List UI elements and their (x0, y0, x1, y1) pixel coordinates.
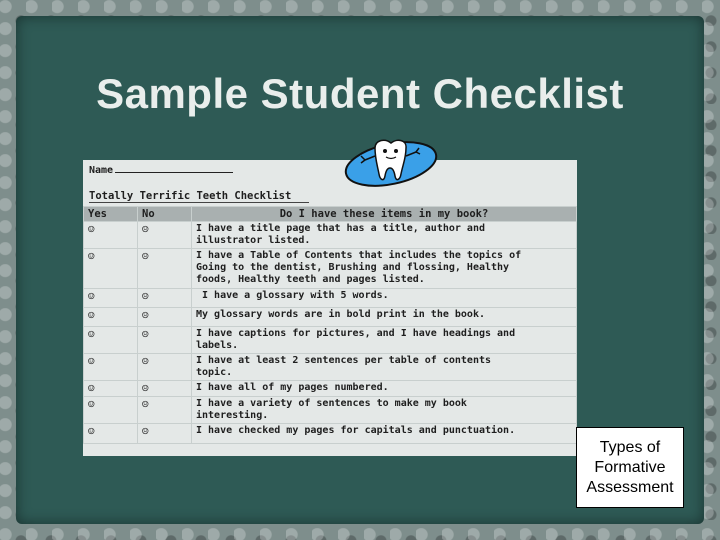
checklist-item (192, 327, 577, 354)
checklist-item (192, 381, 577, 397)
table-row (84, 308, 577, 327)
checklist-sheet (83, 160, 577, 456)
tooth-clipart-icon (339, 134, 439, 192)
checklist-item (192, 397, 577, 424)
table-row (84, 222, 577, 249)
callout-line: Types of (599, 438, 661, 456)
checklist-item (192, 222, 577, 249)
checklist-item (192, 249, 577, 289)
checklist-item (192, 308, 577, 327)
smiley-face-icon: ☺ (84, 327, 138, 354)
smiley-face-icon: ☺ (84, 222, 138, 249)
frowning-face-icon: ☹ (138, 354, 192, 381)
checklist-item-line: I have at least 2 sentences per table of contents (196, 355, 492, 366)
table-header-row (84, 207, 577, 222)
checklist-table (83, 206, 577, 444)
table-row (84, 327, 577, 354)
checklist-item-line: I have all of my pages numbered. (196, 382, 389, 393)
frowning-face-icon: ☹ (138, 222, 192, 249)
checklist-item-line: I have a glossary with 5 words. (196, 290, 389, 301)
smiley-face-icon: ☺ (84, 424, 138, 444)
checklist-subtitle: Totally Terrific Teeth Checklist (89, 190, 292, 202)
checklist-item-line: I have checked my pages for capitals and punctuation. (196, 425, 516, 436)
callout-line: Assessment (586, 478, 674, 496)
name-label: Name (89, 165, 114, 176)
smiley-face-icon: ☺ (84, 308, 138, 327)
checklist-item-line: foods, Healthy teeth and pages listed. (196, 274, 425, 285)
frowning-face-icon: ☹ (138, 424, 192, 444)
checklist-item (192, 424, 577, 444)
assessment-callout-box (576, 427, 684, 508)
frowning-face-icon: ☹ (138, 327, 192, 354)
frowning-face-icon: ☹ (138, 249, 192, 289)
table-row (84, 397, 577, 424)
smiley-face-icon: ☺ (84, 397, 138, 424)
checklist-item-line: interesting. (196, 410, 269, 421)
callout-line: Formative (594, 458, 666, 476)
header-question: Do I have these items in my book? (192, 207, 577, 222)
assessment-callout-text (586, 438, 673, 498)
checklist-item-line: illustrator listed. (196, 235, 311, 246)
checklist-item-line: My glossary words are in bold print in the book. (196, 309, 485, 320)
table-row (84, 289, 577, 308)
table-row (84, 381, 577, 397)
slide-title: Sample Student Checklist (96, 70, 624, 117)
smiley-face-icon: ☺ (84, 381, 138, 397)
frowning-face-icon: ☹ (138, 381, 192, 397)
checklist-item-line: I have a title page that has a title, author and (196, 223, 485, 234)
subtitle-underline (89, 202, 309, 203)
table-row (84, 249, 577, 289)
checklist-item (192, 289, 577, 308)
checklist-item-line: I have captions for pictures, and I have headings and (196, 328, 516, 339)
header-yes: Yes (84, 207, 138, 222)
frowning-face-icon: ☹ (138, 289, 192, 308)
smiley-face-icon: ☺ (84, 354, 138, 381)
checklist-item-line: I have a Table of Contents that includes the topics of (196, 250, 522, 261)
checklist-item-line: Going to the dentist, Brushing and flossing, Healthy (196, 262, 510, 273)
smiley-face-icon: ☺ (84, 249, 138, 289)
table-row (84, 424, 577, 444)
checklist-item-line: labels. (196, 340, 239, 351)
checklist-item-line: I have a variety of sentences to make my book (196, 398, 467, 409)
smiley-face-icon: ☺ (84, 289, 138, 308)
name-rule (115, 164, 233, 173)
name-field (89, 164, 233, 176)
frowning-face-icon: ☹ (138, 397, 192, 424)
checklist-item-line: topic. (196, 367, 233, 378)
table-row (84, 354, 577, 381)
checklist-item (192, 354, 577, 381)
header-no: No (138, 207, 192, 222)
frowning-face-icon: ☹ (138, 308, 192, 327)
